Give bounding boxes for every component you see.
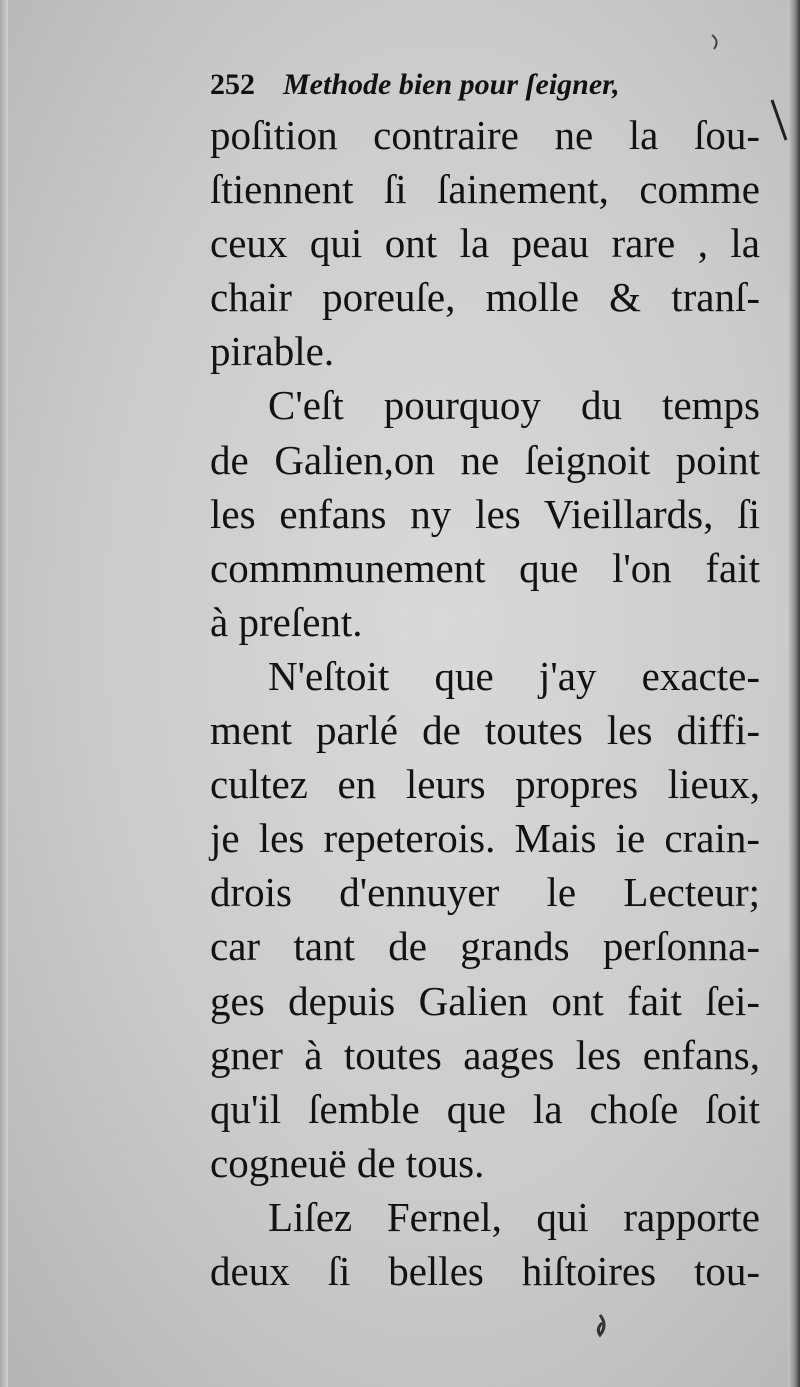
text-line: cogneuë de tous. [210,1139,485,1186]
text-line: à preſent. [210,598,363,645]
ink-speck [598,1315,604,1335]
text-line: ment parlé de toutes les diffi- [210,707,760,754]
text-line: gner à toutes aages les enfans, [210,1031,760,1078]
text-line: car tant de grands perſonna- [210,923,760,970]
text-line: cultez en leurs propres lieux, [210,761,760,808]
paragraph-start-line: Liſez Fernel, qui rapporte [268,1193,760,1240]
text-line: chair poreuſe, molle & tranſ- [210,274,760,321]
text-line: poſition contraire ne la ſou- [210,112,760,158]
text-line: qu'il ſemble que la choſe ſoit [210,1085,760,1132]
text-line: je les repeterois. Mais ie crain- [210,815,760,862]
text-line: ſtiennent ſi ſainement, comme [210,166,760,213]
page-number: 252 [210,68,255,101]
text-line: pirable. [210,328,335,375]
text-line: ges depuis Galien ont fait ſei- [210,977,760,1024]
paragraph-start-line: N'eſtoit que j'ay exacte- [268,652,760,699]
text-line: drois d'ennuyer le Lecteur; [210,869,760,916]
text-line: commmunement que l'on fait [210,544,760,591]
text-line: deux ſi belles hiſtoires tou- [210,1247,760,1294]
running-title: Methode bien pour ſeigner, [283,68,620,101]
ink-speck [712,35,717,49]
margin-mark [772,100,786,140]
paragraph-start-line: C'eſt pourquoy du temps [268,382,760,429]
text-line: ceux qui ont la peau rare , la [210,220,760,267]
text-line: de Galien,on ne ſeignoit point [210,436,760,483]
text-line: les enfans ny les Vieillards, ſi [210,490,760,537]
